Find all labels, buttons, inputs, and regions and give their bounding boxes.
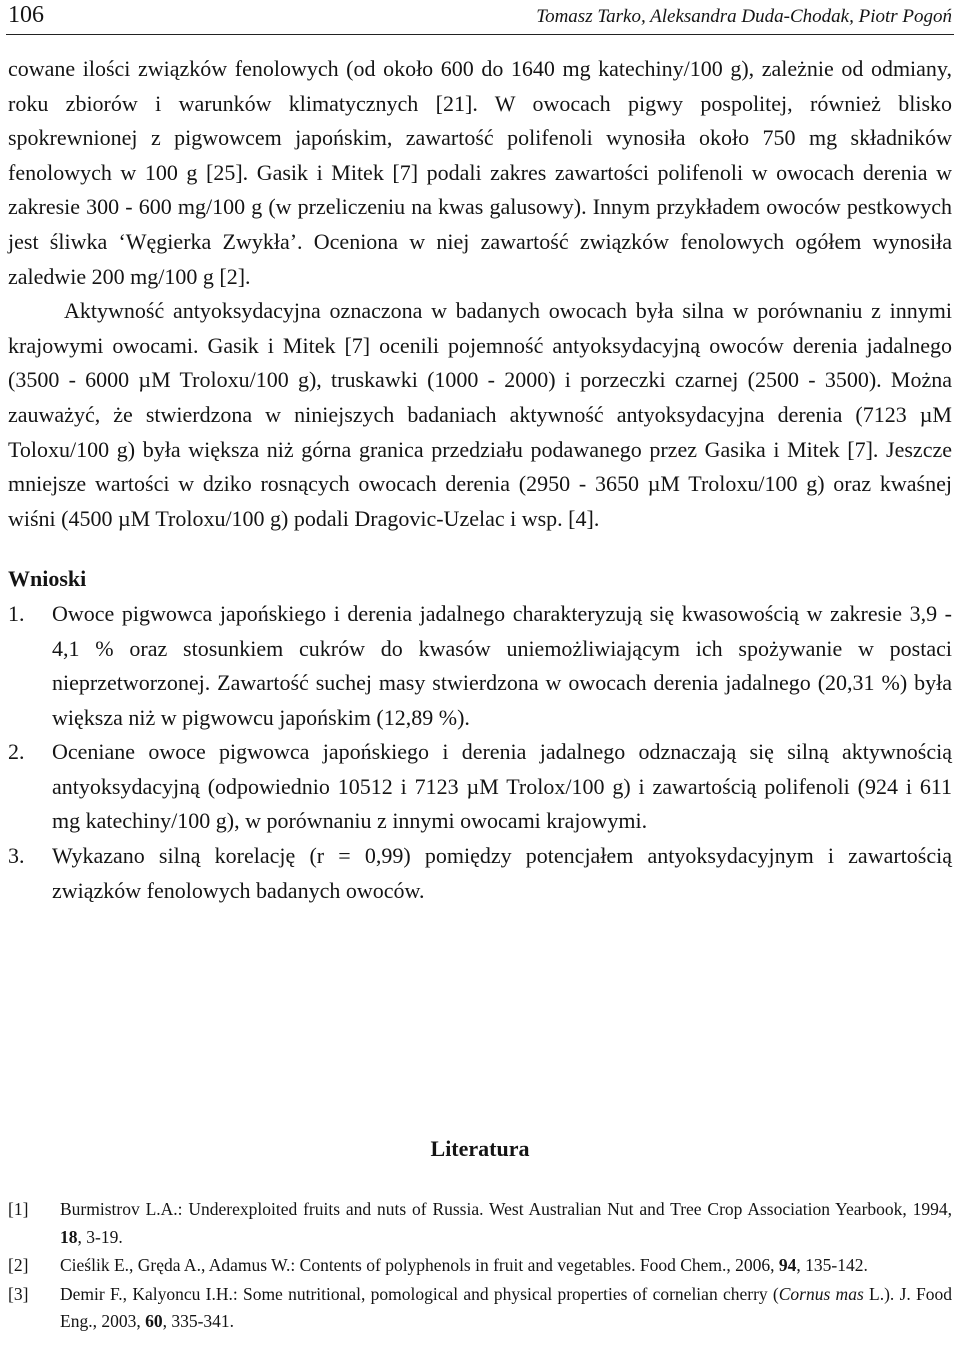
conclusion-text: Wykazano silną korelację (r = 0,99) pomiędzy potencjałem antyoksydacyjnym i zawartością związków fenolowych badanych owoców. — [52, 843, 952, 903]
running-head-authors: Tomasz Tarko, Aleksandra Duda-Chodak, Piotr Pogoń — [536, 6, 952, 27]
conclusion-item — [8, 735, 952, 839]
reference-item — [8, 1252, 952, 1280]
reference-number: [1] — [8, 1199, 29, 1219]
paragraph-polyphenols: cowane ilości związków fenolowych (od około 600 do 1640 mg katechiny/100 g), zależnie od odmiany, roku zbiorów i warunków klimatycznych [21]. W owocach pigwy pospolitej, również blisko spokrewnionej z pigwowcem japońskim, zawartość polifenoli wynosiła około 750 mg składników fenolowych w 100 g [25]. Gasik i Mitek [7] podali zakres zawartości polifenoli w owocach derenia w zakresie 300 - 600 mg/100 g (w przeliczeniu na kwas galusowy). Innym przykładem owoców pestkowych jest śliwka ‘Węgierka Zwykła’. Oceniona w niej zawartość związków fenolowych ogółem wynosiła zaledwie 200 mg/100 g [2]. — [8, 56, 952, 289]
reference-number: [3] — [8, 1283, 29, 1304]
reference-species: Cornus mas — [778, 1283, 864, 1304]
reference-item — [8, 1281, 952, 1336]
conclusions-list — [8, 597, 952, 908]
references-heading: Literatura — [430, 1136, 530, 1161]
reference-citation-cont: L.). J. Food Eng., 2003, — [60, 1283, 952, 1331]
reference-pages: , 135-142. — [796, 1255, 868, 1275]
reference-citation: Burmistrov L.A.: Underexploited fruits and nuts of Russia. West Australian Nut and Tree Crop Association Yearbook, 1994, — [60, 1199, 952, 1219]
page-number: 106 — [8, 2, 44, 28]
reference-text — [60, 1281, 952, 1336]
page-header — [6, 0, 954, 35]
conclusion-item — [8, 597, 952, 735]
reference-citation: Cieślik E., Gręda A., Adamus W.: Contents of polyphenols in fruit and vegetables. Food Chem., 2006, — [60, 1255, 779, 1275]
paragraph-antioxidant-activity: Aktywność antyoksydacyjna oznaczona w badanych owocach była silna w porównaniu z innymi krajowymi owocami. Gasik i Mitek [7] ocenili pojemność antyoksydacyjną owoców derenia jadalnego (3500 - 6000 µM Troloxu/100 g), truskawki (1000 - 2000) i porzeczki czarnej (2500 - 3500). Można zauważyć, że stwierdzona w niniejszych badaniach aktywność antyoksydacyjna derenia (7123 µM Toloxu/100 g) była większa niż górna granica przedziału podawanego przez Gasika i Mitek [7]. Jeszcze mniejsze wartości w dziko rosnących owocach derenia (2950 - 3650 µM Troloxu/100 g) oraz kwaśnej wiśni (4500 µM Troloxu/100 g) podali Dragovic-Uzelac i wsp. [4]. — [8, 298, 952, 531]
reference-volume: 94 — [778, 1255, 797, 1275]
reference-number: [2] — [8, 1255, 29, 1275]
conclusion-number: 3. — [8, 843, 25, 869]
reference-citation: Demir F., Kalyoncu I.H.: Some nutritional, pomological and physical properties of cornelian cherry ( — [60, 1283, 779, 1304]
article-body — [8, 52, 952, 908]
conclusion-number: 2. — [8, 739, 25, 765]
reference-text — [60, 1252, 952, 1280]
reference-pages: , 3-19. — [77, 1226, 123, 1247]
reference-item — [8, 1196, 952, 1251]
reference-text — [60, 1196, 952, 1251]
reference-volume: 60 — [145, 1311, 163, 1331]
reference-pages: , 335-341. — [162, 1311, 235, 1331]
reference-volume: 18 — [60, 1226, 78, 1247]
conclusions-heading: Wnioski — [8, 566, 87, 592]
conclusion-item — [8, 839, 952, 908]
conclusion-text: Owoce pigwowca japońskiego i derenia jadalnego charakteryzują się kwasowością w zakresie 3,9 - 4,1 % oraz stosunkiem cukrów do kwasów uniemożliwiającym ich spożywanie w postaci nieprzetworzonej. Zawartość suchej masy stwierdzona w owocach derenia jadalnego (20,31 %) była większa niż w pigwowcu japońskim (12,89 %). — [52, 600, 952, 730]
conclusion-number: 1. — [8, 600, 25, 626]
references-list — [8, 1196, 952, 1336]
conclusion-text: Oceniane owoce pigwowca japońskiego i derenia jadalnego odznaczają się silną aktywnością antyoksydacyjną (odpowiednio 10512 i 7123 µM Trolox/100 g) i zawartością polifenoli (924 i 611 mg katechiny/100 g), w porównaniu z innymi owocami krajowymi. — [52, 739, 952, 834]
